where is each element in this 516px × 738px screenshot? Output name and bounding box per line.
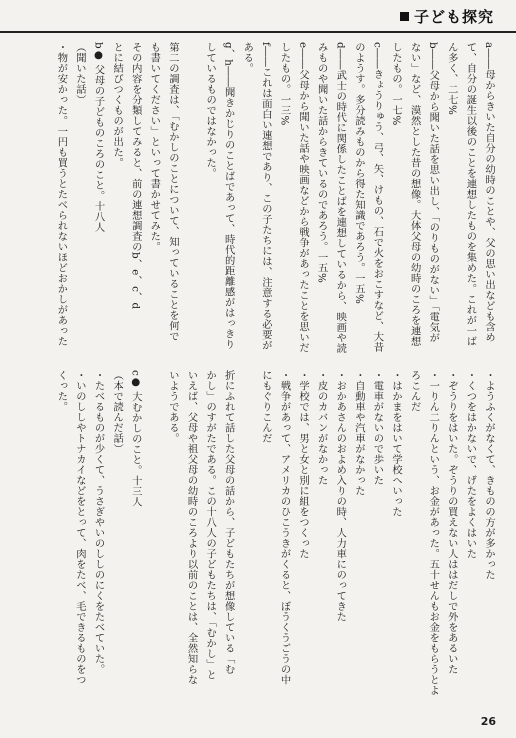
text-column [238, 370, 257, 672]
text-column: ない」など、漠然とした昔の想像。大体父母の幼時のころを連想 [408, 42, 421, 347]
header-rule [0, 31, 516, 33]
text-column: とに結びつくものが出た。 [111, 42, 124, 168]
text-column: ん多く、二七% [445, 42, 458, 115]
text-column: ・物が安かった。一円も買うとたべられないほどおかしがあった [55, 42, 68, 347]
bullet-mark-icon [400, 12, 409, 21]
text-column: て、自分の誕生以後のことを連想したものを集めた。これが一ば [464, 42, 477, 347]
text-column [182, 42, 201, 348]
text-column [145, 370, 164, 672]
text-column: したもの。一七% [390, 42, 403, 126]
text-column: ・自動車や汽車がなかった [352, 370, 365, 496]
page-header [394, 6, 494, 27]
text-column: も書いてください」といって書かせてみた。 [148, 42, 161, 252]
text-column: その内容を分類してみると、前の連想調査のb、e、c、d [129, 42, 142, 310]
text-column: しているものではなかった。 [204, 42, 217, 179]
text-column: ・いのししやトナカイなどをとって、肉をたべ、毛できるものをつ [73, 370, 86, 685]
text-column: ろこんだ [408, 370, 421, 412]
text-column: g、h――聞きかじりのことばであって、時代的距離感がはっきり [222, 42, 235, 350]
text-column: 折にふれて話した父母の話から、子どもたちが想像している「む [222, 370, 235, 675]
text-column: b――父母から聞いた話を思い出し、「のりものがない」「電気が [427, 42, 440, 343]
text-column: ある。 [241, 42, 254, 74]
text-column: ・電車がないので歩いた [371, 370, 384, 486]
text-column: ・おかあさんのおよめ入りの時、人力車にのってきた [334, 370, 347, 622]
text-column: ・皮のカバンがなかった [315, 370, 328, 486]
text-column: ・くつをはかないで、げたをよくはいた [464, 370, 477, 559]
text-column: f――これは面白い連想であり、この子たちには、注意する必要が [259, 42, 272, 351]
text-column: e――父母から聞いた話や映画などから戦争があったことを思いだ [297, 42, 310, 353]
text-column: ・学校では、男と女と別に組をつくった [297, 370, 310, 559]
lower-text-block [52, 370, 498, 696]
text-column: a――母からきいた自分の幼時のことや、父の思い出なども含め [483, 42, 495, 343]
text-column: いえば、父母や祖父母の幼時のころより以前のことは、全然知らな [185, 370, 198, 685]
text-column: かし」のすがたである。この十八人の子どもたちは、「むかし」と [204, 370, 217, 680]
text-column: （聞いた話） [73, 42, 86, 105]
text-column: くった。 [55, 370, 68, 412]
text-column: ・はかまをはいて学校へいった [390, 370, 403, 517]
text-column: d――武士の時代に関係したことばを連想しているから、映画や読 [334, 42, 347, 354]
upper-text-block [52, 42, 498, 354]
text-column: ・戦争があって、アメリカのひこうきがくると、ぼうくうごうの中 [278, 370, 291, 685]
text-column: にもぐりこんだ [259, 370, 272, 444]
text-column: ・ようふくがなくて、きものの方が多かった [483, 370, 495, 580]
text-column: ・一りん二りんという、お金があった。五十せんもお金をもらうとよ [427, 370, 440, 696]
text-column: ・ぞうりをはいた。ぞうりの買えない人ははだしで外をあるいた [445, 370, 458, 675]
text-column: （本で読んだ話） [111, 370, 124, 454]
text-column: みものや聞いた話からきているのであろう。一五% [315, 42, 328, 283]
section-title: 子ども探究 [413, 8, 494, 26]
text-column: c――きょうりゅう、弓、矢、けもの、石で火をおこすなど、大昔 [371, 42, 384, 353]
text-column: c● 大むかしのこと。十三人 [129, 370, 142, 508]
text-column: b● 父母の子どものころのこと。十八人 [92, 42, 105, 233]
text-column: いようである。 [166, 370, 179, 444]
page-number: 26 [480, 715, 496, 728]
text-column: ・たべるものが少くて、うさぎやいのししのにくをたべていた。 [92, 370, 105, 675]
text-column: のようす。多分読みものから得た知識であろう。一五% [352, 42, 365, 304]
text-column: したもの。一三% [278, 42, 291, 126]
text-column: 第二の調査は、「むかしのことについて、知っていることを何で [166, 42, 179, 342]
